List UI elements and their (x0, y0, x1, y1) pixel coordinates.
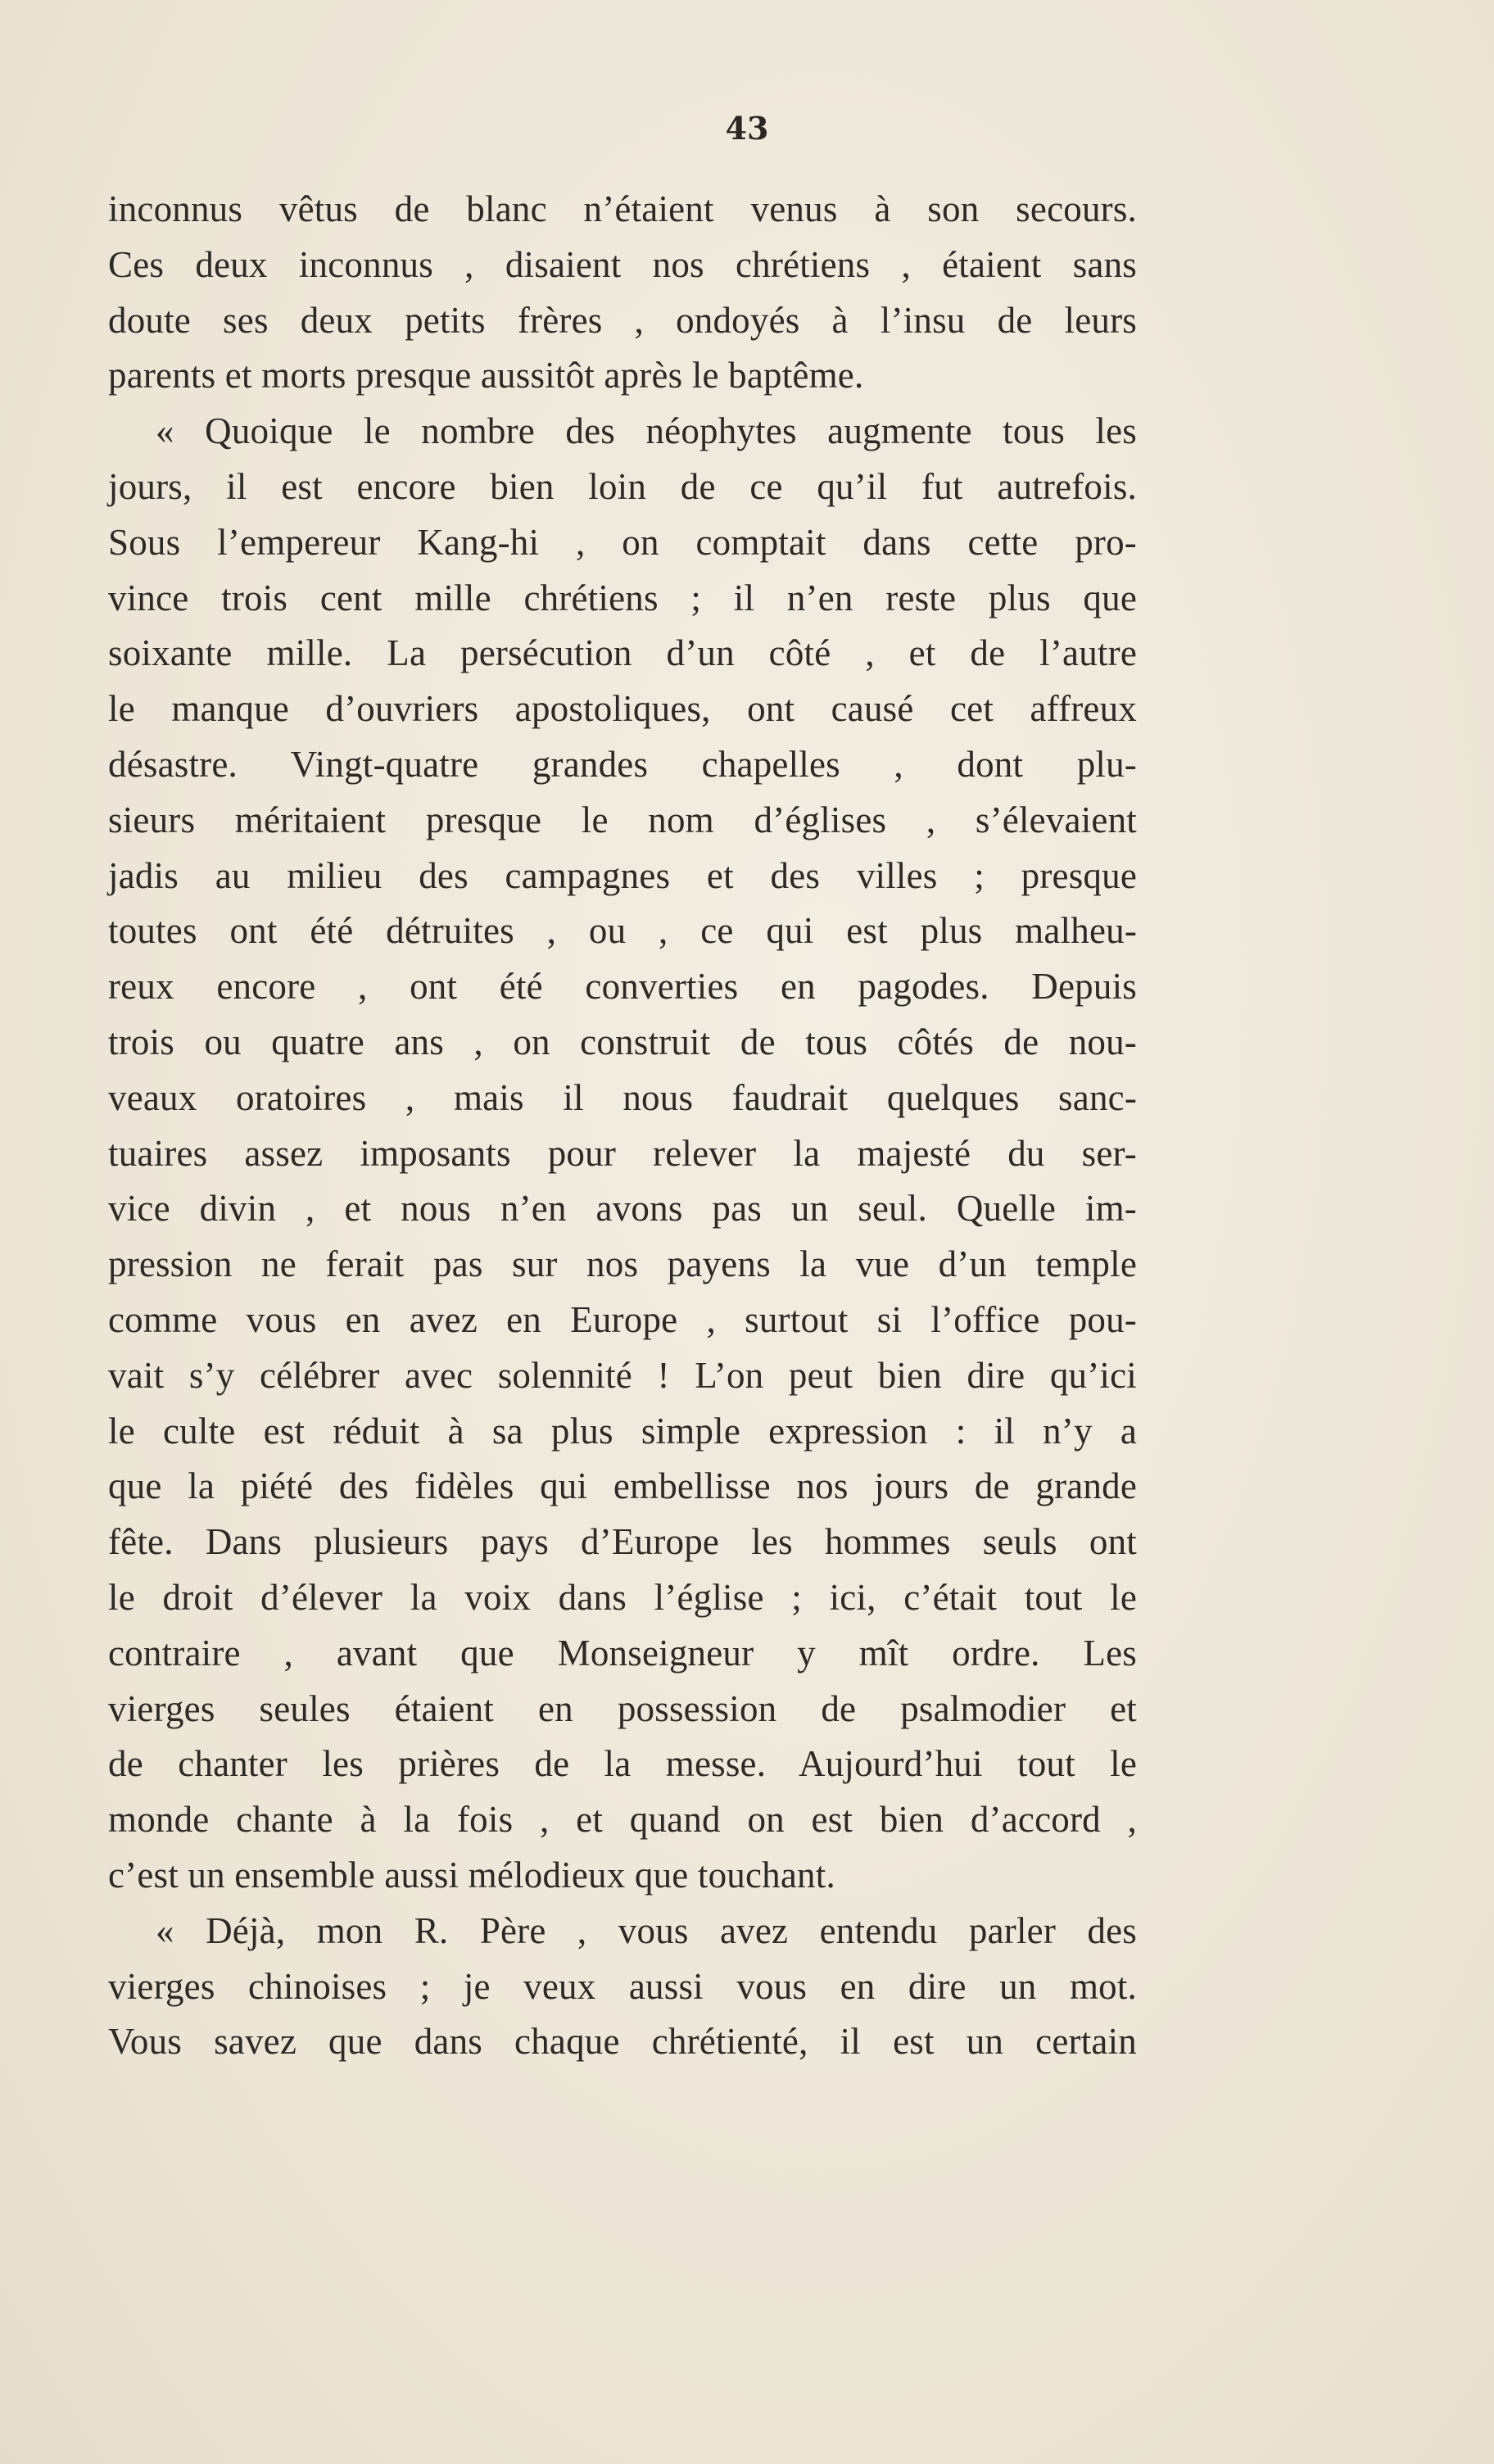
text-line: soixante mille. La persécution d’un côté , et de l’autre (108, 632, 1137, 674)
text-line: fête. Dans plusieurs pays d’Europe les hommes seuls ont (108, 1521, 1137, 1563)
text-line: pression ne ferait pas sur nos payens la vue d’un temple (108, 1243, 1137, 1285)
text-line: vierges chinoises ; je veux aussi vous en dire un mot. (108, 1965, 1137, 2007)
text-line: que la piété des fidèles qui embellisse nos jours de grande (108, 1465, 1137, 1507)
text-line: sieurs méritaient presque le nom d’églises , s’élevaient (108, 799, 1137, 840)
text-line: vait s’y célébrer avec solennité ! L’on peut bien dire qu’ici (108, 1354, 1137, 1396)
text-line: reux encore , ont été converties en pagodes. Depuis (108, 966, 1137, 1008)
text-line: comme vous en avez en Europe , surtout si l’office pou- (108, 1298, 1137, 1340)
text-line: Vous savez que dans chaque chrétienté, il est un certain (108, 2021, 1137, 2063)
page-number: 43 (725, 110, 769, 147)
text-line: trois ou quatre ans , on construit de tous côtés de nou- (108, 1021, 1137, 1062)
text-line: désastre. Vingt-quatre grandes chapelles , dont plu- (108, 743, 1137, 785)
text-line: vince trois cent mille chrétiens ; il n’en reste plus que (108, 577, 1137, 618)
text-block (108, 182, 1137, 2070)
text-line: vice divin , et nous n’en avons pas un seul. Quelle im- (108, 1188, 1137, 1230)
text-line: jadis au milieu des campagnes et des villes ; presque (108, 854, 1137, 896)
text-line: parents et morts presque aussitôt après le baptême. (108, 355, 864, 396)
text-line: contraire , avant que Monseigneur y mît ordre. Les (108, 1632, 1137, 1674)
text-line: le manque d’ouvriers apostoliques, ont causé cet affreux (108, 688, 1137, 730)
text-line: toutes ont été détruites , ou , ce qui est plus malheu- (108, 910, 1137, 952)
text-line: doute ses deux petits frères , ondoyés à l’insu de leurs (108, 299, 1137, 341)
text-line: jours, il est encore bien loin de ce qu’il fut autrefois. (108, 465, 1137, 507)
text-line: « Quoique le nombre des néophytes augmente tous les (156, 410, 1137, 452)
text-line: le culte est réduit à sa plus simple expression : il n’y a (108, 1410, 1137, 1452)
text-line: vierges seules étaient en possession de psalmodier et (108, 1687, 1137, 1729)
text-line: veaux oratoires , mais il nous faudrait quelques sanc- (108, 1076, 1137, 1118)
text-line: « Déjà, mon R. Père , vous avez entendu parler des (156, 1909, 1137, 1951)
text-line: tuaires assez imposants pour relever la majesté du ser- (108, 1132, 1137, 1174)
text-line: c’est un ensemble aussi mélodieux que touchant. (108, 1854, 835, 1896)
text-line: Ces deux inconnus , disaient nos chrétiens , étaient sans (108, 243, 1137, 285)
text-line: le droit d’élever la voix dans l’église ; ici, c’était tout le (108, 1576, 1137, 1618)
text-line: Sous l’empereur Kang-hi , on comptait dans cette pro- (108, 521, 1137, 563)
text-line: de chanter les prières de la messe. Aujourd’hui tout le (108, 1743, 1137, 1785)
text-line: monde chante à la fois , et quand on est bien d’accord , (108, 1799, 1137, 1841)
text-line: inconnus vêtus de blanc n’étaient venus à son secours. (108, 188, 1137, 229)
